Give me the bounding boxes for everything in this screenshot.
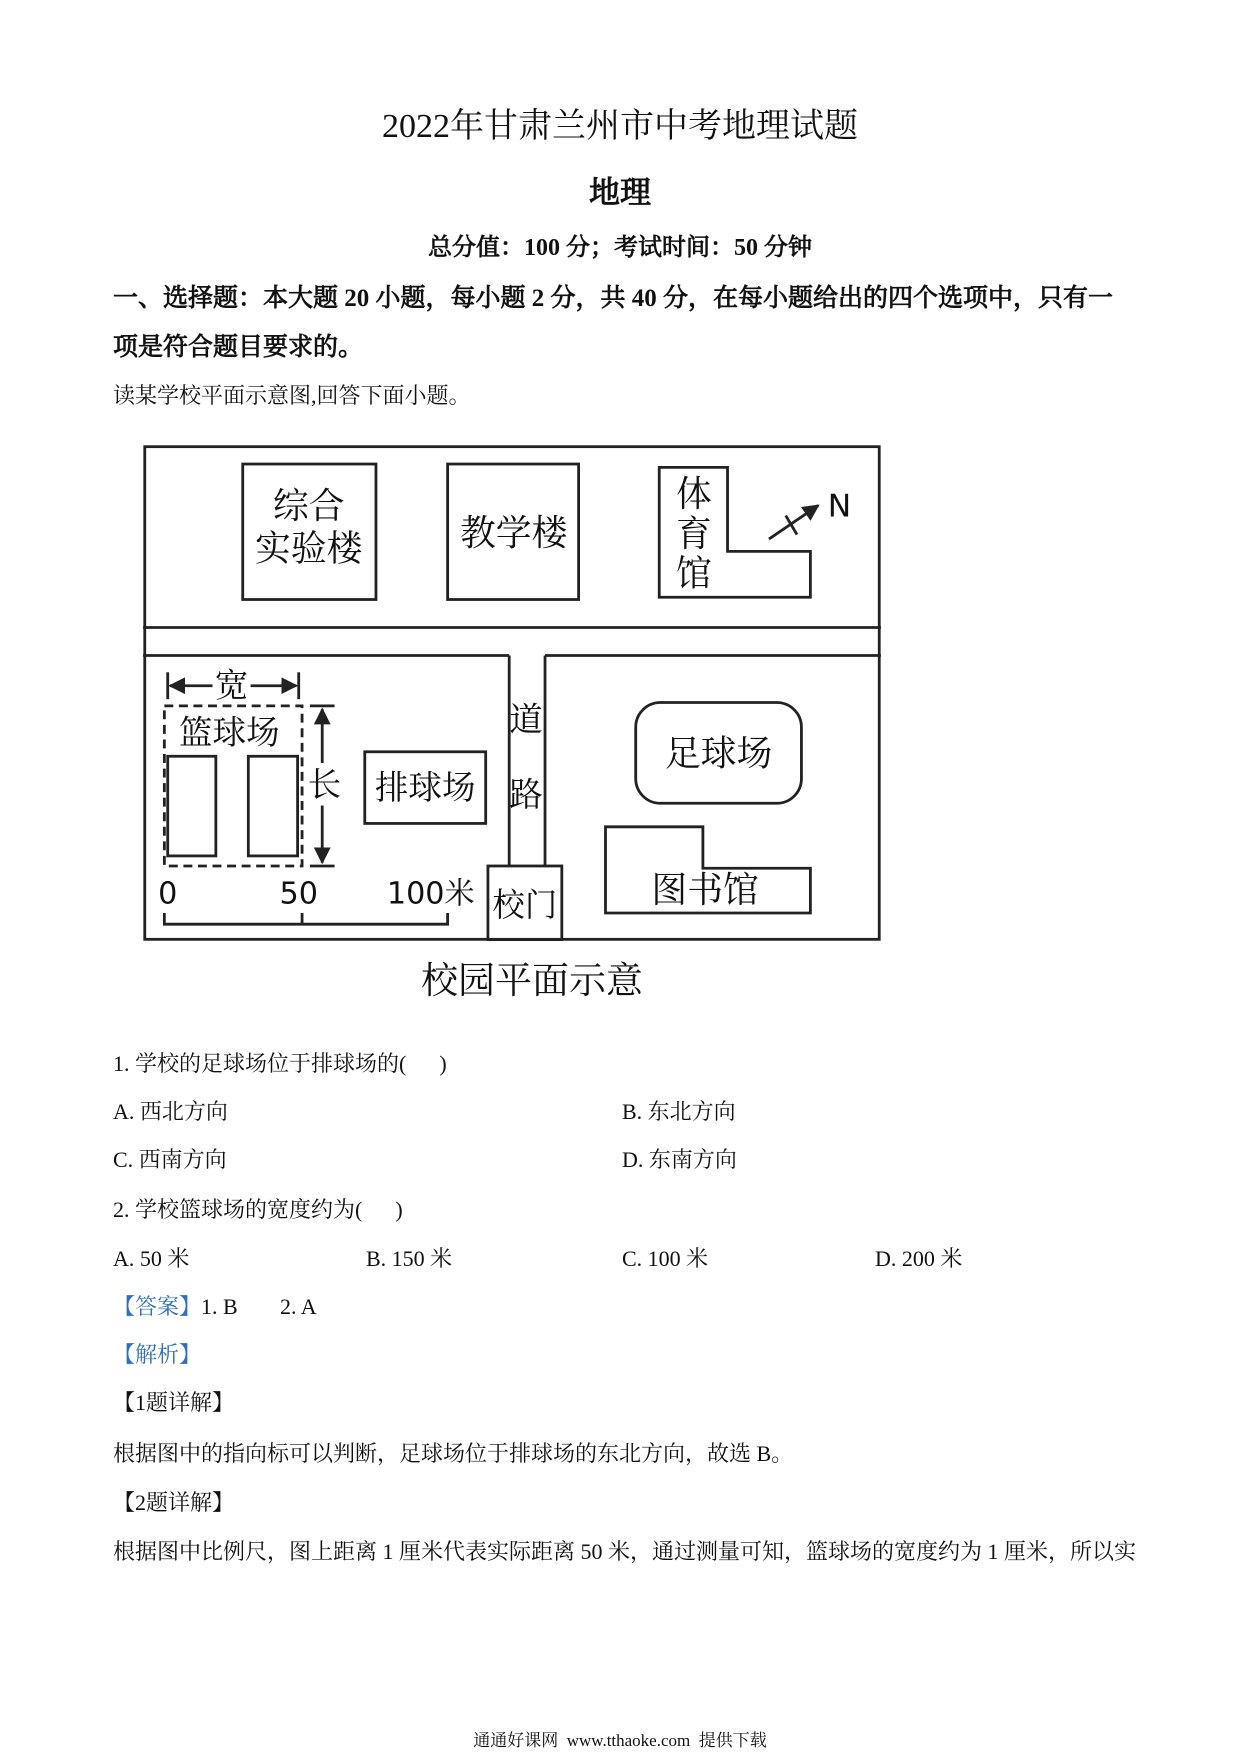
north-arrow-icon — [769, 505, 818, 539]
lab-building-label-2: 实验楼 — [255, 528, 363, 570]
length-label: 长 — [307, 764, 342, 804]
campus-map — [143, 445, 881, 941]
detail-2-label: 【2题详解】 — [113, 1490, 235, 1515]
road-label-1: 道 — [509, 699, 543, 739]
gym-label-1: 体 — [676, 473, 712, 515]
map-caption: 校园平面示意 — [421, 959, 643, 1002]
football-label: 足球场 — [664, 733, 773, 775]
answer-item-1: 1. B — [201, 1294, 238, 1319]
section-intro: 读某学校平面示意图,回答下面小题。 — [113, 383, 471, 408]
detail-1-label: 【1题详解】 — [113, 1390, 235, 1415]
north-label: N — [827, 488, 852, 525]
gate-label: 校门 — [492, 886, 558, 925]
basketball-label: 篮球场 — [178, 713, 280, 753]
gym-label-3: 馆 — [676, 553, 712, 595]
exam-title: 2022年甘肃兰州市中考地理试题 — [382, 108, 858, 145]
section-heading-line2: 项是符合题目要求的。 — [113, 334, 364, 361]
lab-building-label-1: 综合 — [272, 486, 345, 528]
analysis-label: 【解析】 — [113, 1342, 202, 1367]
scale-label-100: 100米 — [386, 876, 475, 912]
question-2-stem: 2. 学校篮球场的宽度约为( ) — [113, 1197, 403, 1222]
detail-1-text: 根据图中的指向标可以判断，足球场位于排球场的东北方向，故选 B。 — [113, 1441, 794, 1466]
road-label-2: 路 — [509, 774, 543, 814]
volleyball-label: 排球场 — [374, 768, 476, 808]
question-2-option-c: C. 100 米 — [622, 1246, 709, 1271]
question-1-option-a: A. 西北方向 — [113, 1099, 228, 1124]
scale-label-0: 0 — [158, 876, 178, 912]
scale-bar — [164, 913, 447, 924]
basketball-court-2 — [248, 756, 297, 856]
subject-title: 地理 — [589, 175, 651, 210]
answer-label: 【答案】 — [113, 1294, 202, 1319]
library-label: 图书馆 — [651, 870, 759, 912]
question-1-option-b: B. 东北方向 — [622, 1099, 736, 1124]
scale-label-50: 50 — [279, 876, 318, 912]
question-1-option-c: C. 西南方向 — [113, 1147, 227, 1172]
basketball-court-1 — [168, 756, 216, 856]
question-1-option-d: D. 东南方向 — [622, 1147, 737, 1172]
question-2-option-d: D. 200 米 — [875, 1246, 963, 1271]
detail-2-text: 根据图中比例尺，图上距离 1 厘米代表实际距离 50 米，通过测量可知，篮球场的宽度约为 1 厘米，所以实 — [113, 1539, 1137, 1564]
question-2-option-b: B. 150 米 — [366, 1246, 453, 1271]
teaching-building-label: 教学楼 — [459, 512, 568, 554]
question-1-stem: 1. 学校的足球场位于排球场的( ) — [113, 1051, 447, 1076]
question-2-option-a: A. 50 米 — [113, 1246, 190, 1271]
width-label: 宽 — [214, 666, 249, 706]
exam-meta: 总分值：100 分；考试时间：50 分钟 — [428, 235, 812, 261]
gym-label-2: 育 — [676, 514, 712, 556]
page-footer: 通通好课网 www.tthaoke.com 提供下载 — [473, 1731, 767, 1750]
section-heading-line1: 一、选择题：本大题 20 小题，每小题 2 分，共 40 分，在每小题给出的四个选项中，只有一 — [113, 285, 1114, 312]
answer-item-2: 2. A — [280, 1294, 317, 1319]
